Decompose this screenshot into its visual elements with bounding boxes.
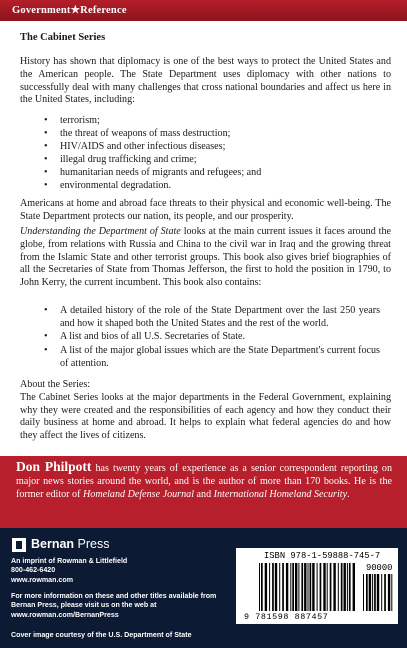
more-info-text: For more information on these and other titles available from Bernan Press, please visit us on the web at www.rowman.com/BernanPress (11, 592, 217, 619)
isbn-label: ISBN 978-1-59888-745-7 (264, 551, 381, 561)
about-series-text: The Cabinet Series looks at the major departments in the Federal Government, explaining why they were created and the responsibilities of each agency and how they conduct their daily business at home and abroad. It helps to explain what federal agencies do and how they affect the lives of citizens. (20, 391, 391, 442)
journal-title: Homeland Defense Journal (83, 488, 195, 500)
cover-credit: Cover image courtesy of the U.S. Department of State (11, 631, 192, 639)
author-name: Don Philpott (16, 459, 92, 474)
book-description: looks at the main current issues it faces around the globe, from relations with Russia and China to the civil war in Iraq and the growing threat from the Islamic State and other terrorist groups. This book also gives brief biographies of all the Secretaries of State from Thomas Jefferson, the first to hold the position in 1790, to John Kerry, the current incumbent. This book also contains: (20, 226, 391, 289)
price-barcode-icon (362, 574, 394, 611)
publisher-name: Bernan Press (31, 537, 110, 551)
intro-paragraph: History has shown that diplomacy is one of the best ways to protect the United States and the American people. The State Department uses diplomacy with other nations to successfully deal with many challenges that cross national boundaries and affect us here in the United States, including: (20, 56, 391, 106)
about-series (20, 379, 391, 443)
bernan-logo-icon (12, 538, 26, 552)
category-label: Government★Reference (12, 5, 127, 16)
publisher-logo (12, 537, 110, 555)
list-item: • illegal drug trafficking and crime; (42, 154, 382, 167)
about-series-heading: About the Series: (20, 379, 91, 390)
book-title: Understanding the Department of State (20, 226, 181, 237)
book-paragraph (20, 226, 391, 290)
list-item: • environmental degradation. (42, 180, 382, 193)
journal-title: International Homeland Security (213, 488, 348, 500)
challenges-list (42, 115, 382, 192)
list-item: • A detailed history of the role of the State Department over the last 250 years and how it shaped both the United States and the rest of the world. (42, 305, 380, 330)
list-item: • humanitarian needs of migrants and refugees; and (42, 167, 382, 180)
list-item: • A list of the major global issues which are the State Department's current focus of attention. (42, 345, 380, 370)
list-item: • terrorism; (42, 115, 382, 128)
list-item: • A list and bios of all U.S. Secretaries of State. (42, 331, 380, 344)
barcode-digits: 9 781598 887457 (244, 612, 329, 622)
publisher-contact (11, 557, 127, 585)
top-banner (0, 0, 407, 21)
website-link[interactable]: www.rowman.com (11, 575, 74, 584)
series-title: The Cabinet Series (20, 32, 106, 43)
contents-list (42, 305, 380, 372)
threats-paragraph: Americans at home and abroad face threats to their physical and economic well-being. The State Department protects our nation, its people, and our prosperity. (20, 198, 391, 222)
author-bio: Don Philpott has twenty years of experience as a senior correspondent reporting on major news stories around the world, and is the author of more than 170 books. He is the former editor of Homeland Defense Journal and International Homeland Security. (16, 459, 392, 500)
price-code: 90000 (366, 563, 393, 573)
imprint-line: An imprint of Rowman & Littlefield (11, 557, 128, 565)
list-item: • the threat of weapons of mass destruction; (42, 128, 382, 141)
phone-number: 800-462-6420 (11, 566, 56, 575)
list-item: • HIV/AIDS and other infectious diseases; (42, 141, 382, 154)
barcode-icon (258, 563, 358, 611)
